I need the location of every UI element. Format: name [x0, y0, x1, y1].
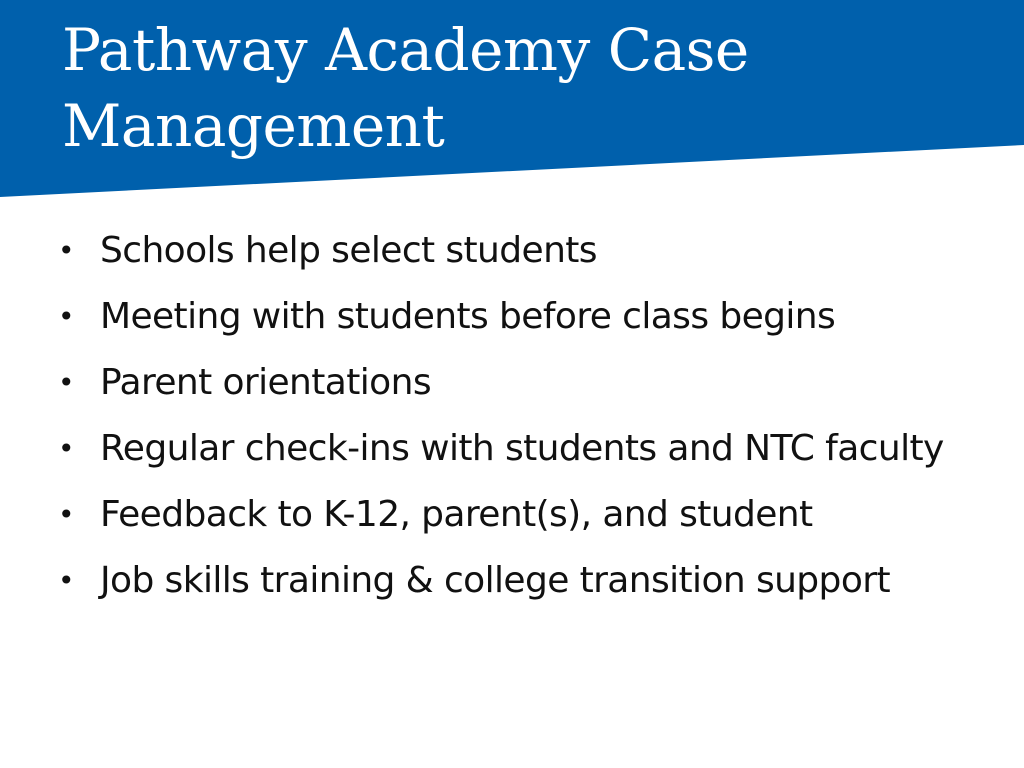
- bullet-item: [58, 422, 958, 476]
- bullet-text: Parent orientations: [100, 362, 431, 403]
- bullet-icon: •: [58, 498, 74, 531]
- bullet-item: [58, 554, 958, 608]
- bullet-text: Feedback to K-12, parent(s), and student: [100, 494, 813, 535]
- bullet-text: Job skills training & college transition support: [100, 560, 890, 601]
- bullet-icon: •: [58, 366, 74, 399]
- bullet-text: Meeting with students before class begins: [100, 296, 836, 337]
- bullet-item: [58, 290, 958, 344]
- bullet-icon: •: [58, 564, 74, 597]
- bullet-icon: •: [58, 300, 74, 333]
- slide-title: Pathway Academy Case Management: [62, 16, 749, 160]
- bullet-list: [58, 224, 958, 620]
- bullet-icon: •: [58, 432, 74, 465]
- bullet-text: Regular check-ins with students and NTC faculty: [100, 428, 944, 469]
- bullet-item: [58, 488, 958, 542]
- bullet-item: [58, 356, 958, 410]
- bullet-text: Schools help select students: [100, 230, 597, 271]
- bullet-icon: •: [58, 234, 74, 267]
- bullet-item: [58, 224, 958, 278]
